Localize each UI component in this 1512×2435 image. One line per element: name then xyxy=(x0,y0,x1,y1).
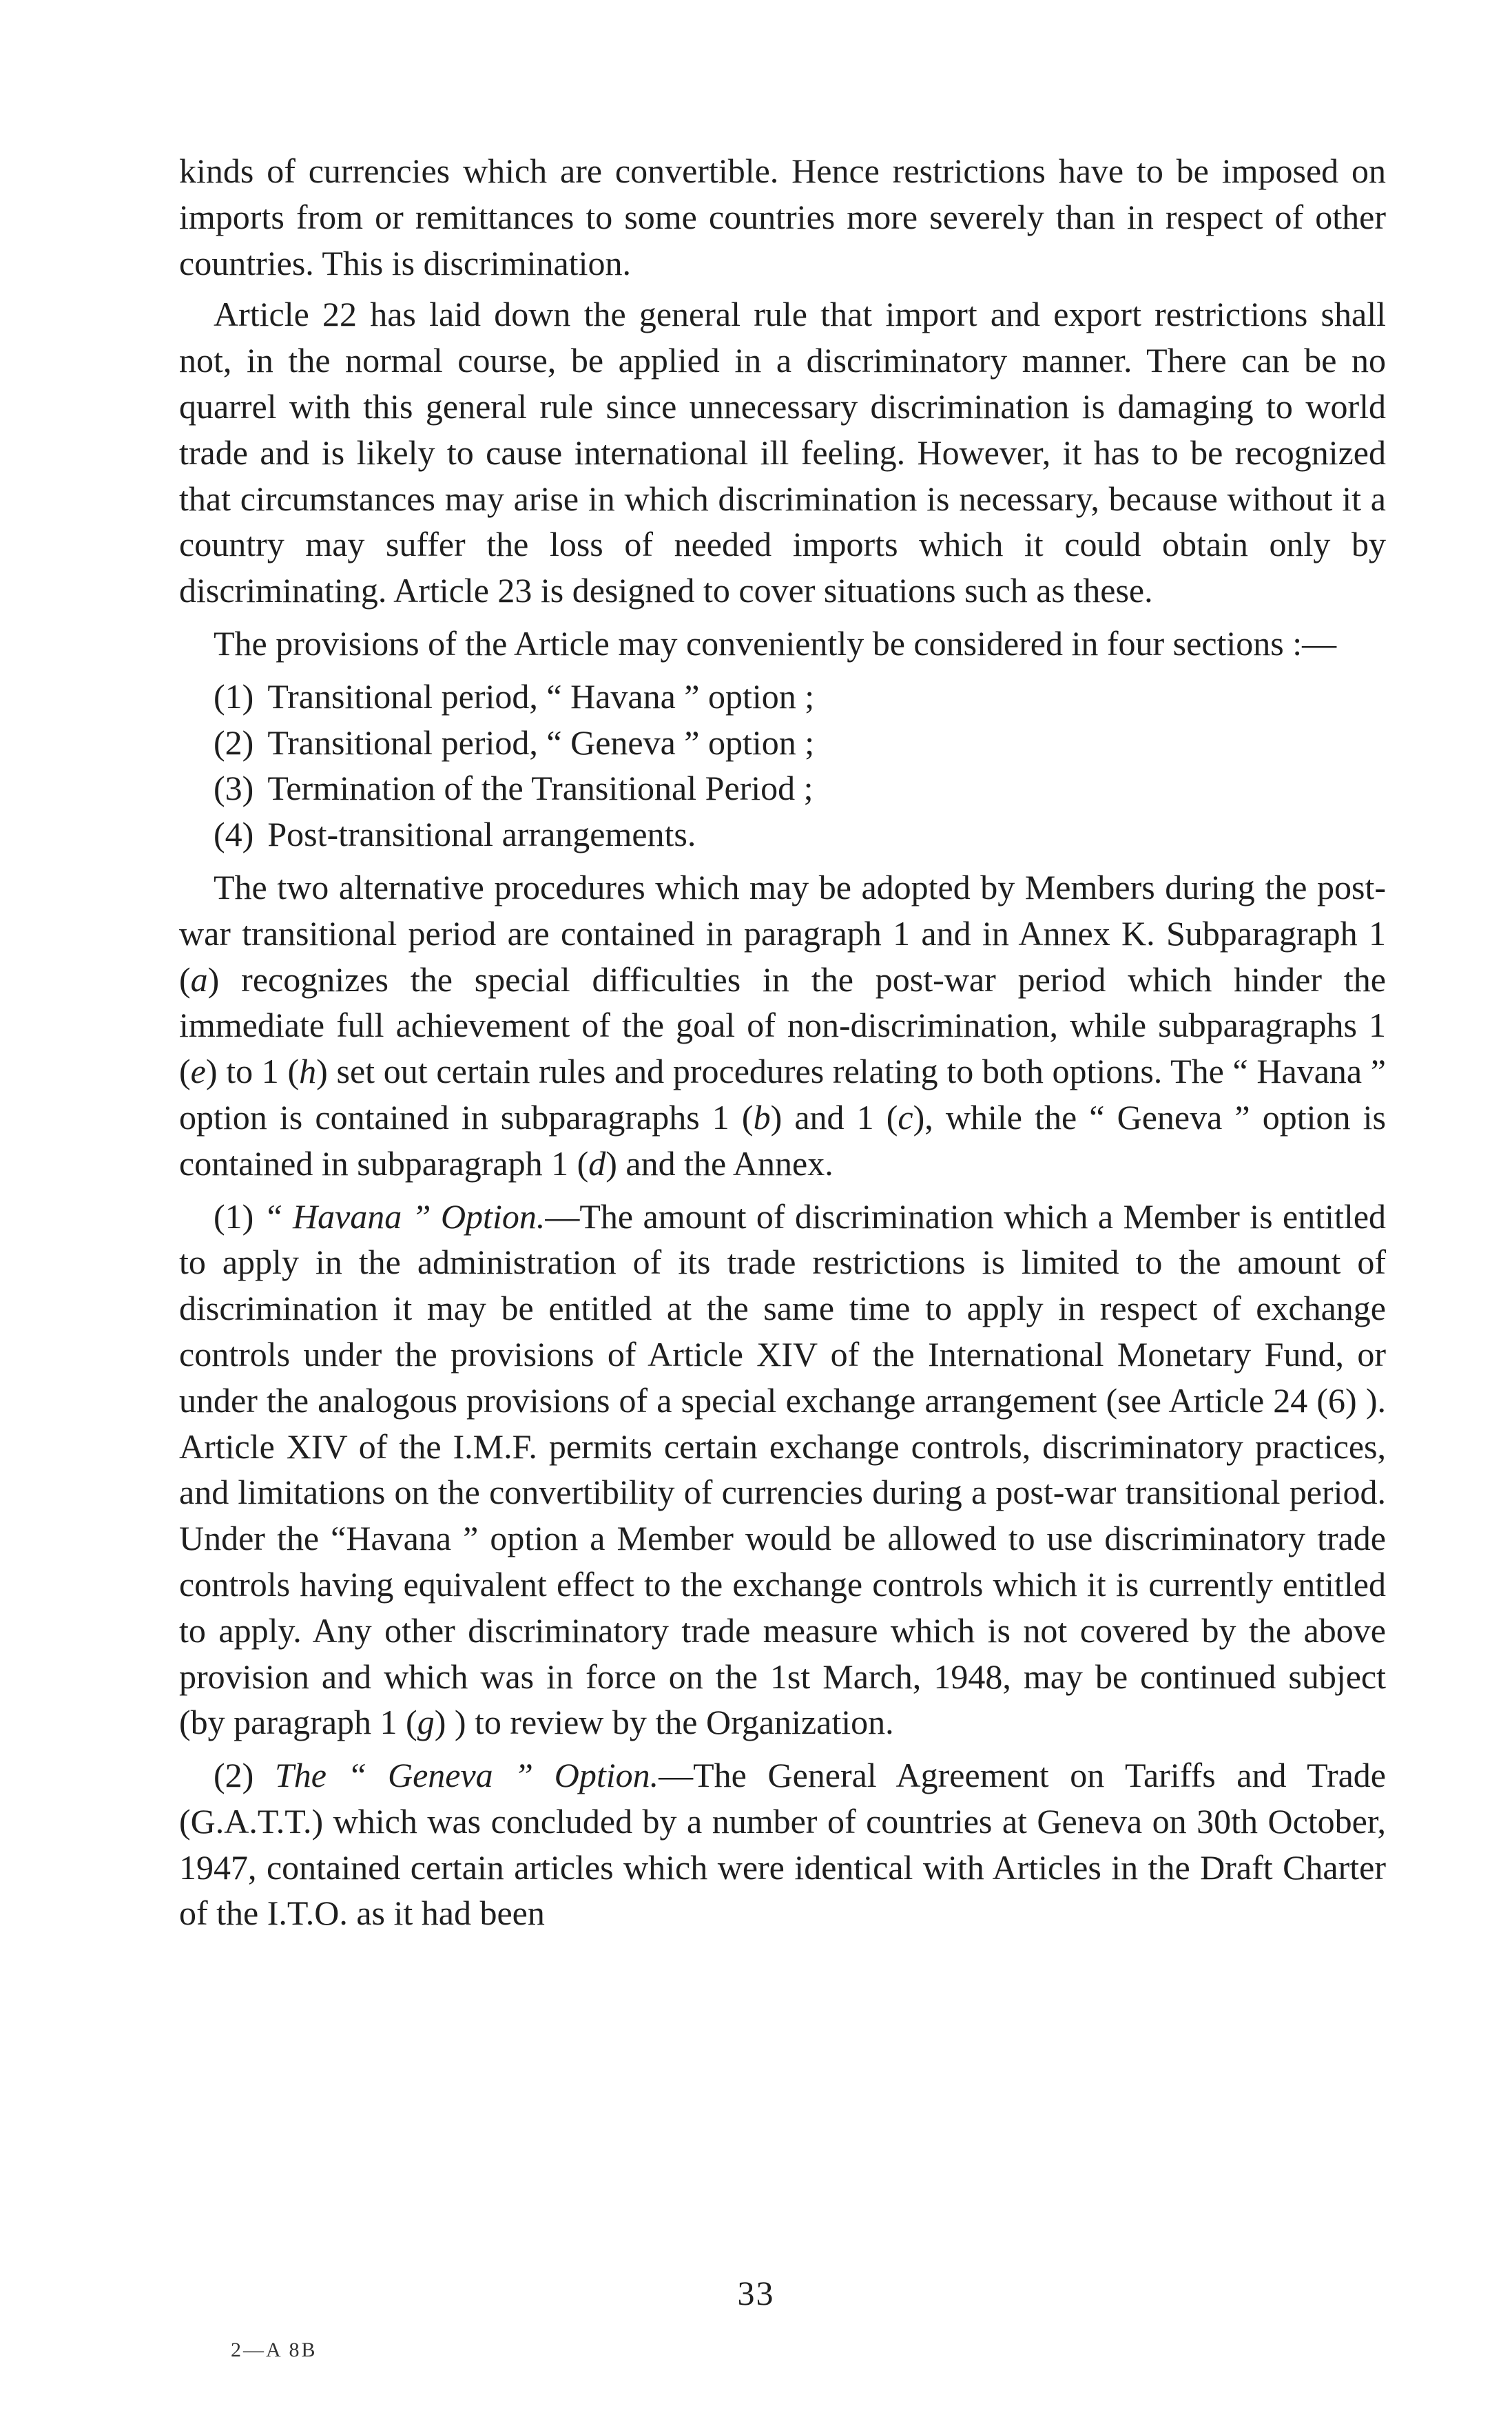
text-run: The two alternative procedures which may be adopted by Members during the post-war transitional period are contained in paragraph 1 and in Annex K. Subparagraph 1 ( xyxy=(179,867,1386,999)
section-number: (1) xyxy=(214,1196,254,1236)
section-number: (2) xyxy=(214,1756,254,1795)
paragraph-provisions: The provisions of the Article may conveniently be considered in four sections :— xyxy=(214,623,1337,663)
list-item-text: Post-transitional arrangements. xyxy=(267,815,696,854)
text-run: ) set out certain rules and procedures relating to both options. The “ Havana ” option is contained in subparagraphs 1 ( xyxy=(179,1052,1386,1137)
italic-run: g xyxy=(417,1703,435,1742)
paragraph-alternative-procedures xyxy=(179,864,1386,1187)
text-run: ) and 1 ( xyxy=(770,1097,898,1137)
sections-list xyxy=(214,674,1386,858)
text-run: ), while the “ Geneva ” option is contained in subparagraph 1 ( xyxy=(179,1097,1386,1183)
list-item-number: (2) xyxy=(214,723,254,762)
paragraph-havana-option xyxy=(179,1194,1386,1746)
italic-run: c xyxy=(898,1097,913,1137)
page-body xyxy=(179,148,1386,1936)
italic-run: h xyxy=(299,1052,317,1091)
paragraph-geneva-option xyxy=(179,1752,1386,1936)
list-item-number: (3) xyxy=(214,769,254,808)
list-item-number: (4) xyxy=(214,815,254,854)
page-number: 33 xyxy=(737,2274,775,2312)
text-run: —The General Agreement on Tariffs and Trade (G.A.T.T.) which was concluded by a number of countries at Geneva on 30th October, 1947, contained certain articles which were identical with Articles in the Draft Charter of the I.T.O. as it had been xyxy=(179,1756,1386,1933)
list-item-text: Transitional period, “ Geneva ” option ; xyxy=(267,723,815,762)
italic-run: d xyxy=(588,1143,606,1183)
list-item xyxy=(214,674,1386,720)
list-item xyxy=(214,811,1386,858)
list-item-number: (1) xyxy=(214,676,254,716)
section-heading: “ Havana ” Option. xyxy=(263,1196,546,1236)
text-run: ) ) to review by the Organization. xyxy=(434,1703,894,1742)
section-heading: The “ Geneva ” Option. xyxy=(274,1756,659,1795)
paragraph-continuation: kinds of currencies which are convertible. Hence restrictions have to be imposed on imports from or remittances to some countries more severely than in respect of other countries. This is discrimination. xyxy=(179,152,1386,282)
text-run: ) and the Annex. xyxy=(605,1143,833,1183)
text-run: —The amount of discrimination which a Member is entitled to apply in the administration of its trade restrictions is limited to the amount of discrimination it may be entitled at the same time to apply in respect of exchange controls under the provisions of Article XIV of the International Monetary Fund, or under the analogous provisions of a special exchange arrangement (see Article 24 (6) ). Article XIV of the I.M.F. permits certain exchange controls, discriminatory practices, and limitations on the convertibility of currencies during a post-war transitional period. Under the “Havana ” option a Member would be allowed to use discriminatory trade controls having equivalent effect to the exchange controls which it is currently entitled to apply. Any other discriminatory trade measure which is not covered by the above provision and which was in force on the 1st March, 1948, may be continued subject (by paragraph 1 ( xyxy=(179,1196,1387,1742)
list-item xyxy=(214,765,1386,811)
paragraph-article-22: Article 22 has laid down the general rule that import and export restrictions shall not, in the normal course, be applied in a discriminatory manner. There can be no quarrel with this general rule since unnecessary discrimination is damaging to world trade and is likely to cause international ill feeling. However, it has to be recognized that circumstances may arise in which discrimination is necessary, because without it a country may suffer the loss of needed imports which it could obtain only by discriminating. Article 23 is designed to cover situations such as these. xyxy=(179,295,1386,610)
italic-run: b xyxy=(753,1097,771,1137)
text-run: ) to 1 ( xyxy=(205,1052,300,1091)
list-item-text: Termination of the Transitional Period ; xyxy=(267,769,814,808)
list-item xyxy=(214,720,1386,766)
list-item-text: Transitional period, “ Havana ” option ; xyxy=(267,676,815,716)
printer-signature: 2—A 8B xyxy=(231,2339,318,2361)
italic-run: e xyxy=(190,1052,206,1091)
text-run: ) recognizes the special difficulties in the post-war period which hinder the immediate full achievement of the goal of non-discrimination, while subparagraphs 1 ( xyxy=(179,960,1386,1091)
italic-run: a xyxy=(190,960,208,999)
